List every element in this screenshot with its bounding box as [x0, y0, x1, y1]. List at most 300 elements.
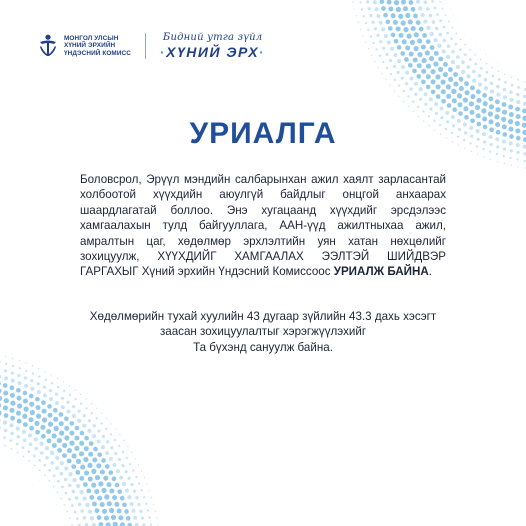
decorative-dot [379, 40, 382, 43]
decorative-dot [126, 516, 131, 521]
decorative-dot [502, 110, 507, 115]
decorative-dot [391, 13, 396, 18]
decorative-dot [403, 27, 408, 32]
decorative-dot [5, 453, 6, 454]
decorative-dot [75, 496, 79, 500]
decorative-dot [122, 502, 127, 507]
decorative-dot [69, 385, 70, 386]
decorative-dot [45, 379, 47, 381]
decorative-dot [401, 76, 404, 79]
decorative-dot [452, 98, 457, 103]
decorative-dot [38, 459, 41, 462]
page-title: УРИАЛГА [189, 117, 337, 150]
decorative-dot [80, 465, 85, 470]
decorative-dot [523, 160, 525, 162]
decorative-dot [475, 45, 476, 46]
decorative-dot [457, 22, 458, 23]
decorative-dot [63, 381, 64, 382]
decorative-dot [443, 26, 446, 29]
decorative-dot [22, 446, 25, 449]
decorative-dot [79, 490, 83, 494]
decorative-dot [110, 433, 112, 435]
decorative-dot [25, 370, 27, 372]
decorative-dot [396, 7, 401, 12]
decorative-dot [398, 14, 403, 19]
decorative-dot [451, 89, 456, 94]
decorative-dot [459, 77, 464, 82]
decorative-dot [436, 84, 441, 89]
decorative-dot [455, 43, 458, 46]
decorative-dot [35, 430, 40, 435]
decorative-dot [106, 418, 107, 419]
decorative-dot [451, 60, 455, 64]
decorative-dot [65, 492, 68, 495]
decorative-dot [71, 504, 74, 507]
decorative-dot [401, 65, 405, 69]
decorative-dot [45, 446, 49, 450]
decorative-dot [436, 13, 439, 16]
decorative-dot [430, 32, 434, 36]
decorative-dot [41, 400, 46, 405]
decorative-dot [409, 76, 413, 80]
decorative-dot [464, 53, 467, 56]
decorative-dot [90, 516, 94, 520]
decorative-dot [71, 490, 75, 494]
decorative-dot [4, 429, 8, 433]
decorative-dot [55, 466, 59, 470]
decorative-dot [57, 378, 58, 379]
decorative-dot [496, 85, 500, 89]
decorative-dot [3, 436, 6, 439]
decorative-dot [456, 65, 460, 69]
decorative-dot [370, 35, 372, 37]
decorative-dot [139, 510, 142, 513]
decorative-dot [17, 381, 21, 385]
decorative-dot [118, 515, 123, 520]
appeal-text: Боловсрол, Эрүүл мэндийн салбарынхан ажил хаялт зарласантай холбоотой хүүхдийн аюулгүй байдлыг онцгой анхаарах шаардлагатай боллоо. Энэ хугацаанд хүүхдийг эрсдэлээс хамгаалахын тулд байгууллага, ААН-үүд ажилтныхаа ажил, амралтын цаг, хөдөлмөр эрхлэлтийн уян хатан нөхцөлийг зохицуулж, ХҮҮХДИЙГ ХАМГААЛАХ ЭЭЛТЭЙ ШИЙДВЭР ГАРГАХЫГ Хүний эрхийн Үндэсний Комиссоос [80, 173, 446, 279]
decorative-dot [53, 417, 58, 422]
decorative-dot [4, 445, 6, 447]
decorative-dot [376, 34, 379, 37]
decorative-dot [416, 0, 420, 4]
decorative-dot [45, 371, 46, 372]
decorative-dot [441, 89, 446, 94]
decorative-dot [376, 14, 380, 18]
decorative-dot [509, 157, 511, 159]
decorative-dot [431, 69, 436, 74]
decorative-dot [92, 502, 97, 507]
decorative-dot [74, 446, 79, 451]
decorative-dot [426, 26, 430, 30]
decorative-dot [412, 101, 414, 103]
decorative-dot [475, 54, 477, 56]
decorative-dot [361, 8, 363, 10]
decorative-dot [83, 414, 86, 417]
decorative-dot [86, 398, 87, 399]
decorative-dot [393, 20, 398, 25]
decorative-dot [74, 398, 76, 400]
decorative-dot [72, 414, 76, 418]
decorative-dot [486, 54, 487, 55]
decorative-dot [72, 453, 77, 458]
decorative-dot [475, 105, 480, 110]
brand-dot-left-icon: · [159, 44, 167, 60]
decorative-dot [401, 20, 406, 25]
decorative-dot [132, 469, 134, 471]
decorative-dot [405, 45, 410, 50]
decorative-dot [28, 417, 33, 422]
decorative-dot [3, 383, 8, 388]
decorative-dot [82, 424, 86, 428]
decorative-dot [53, 408, 58, 413]
decorative-dot [498, 62, 499, 63]
decorative-dot [516, 93, 520, 97]
decorative-dot [446, 94, 451, 99]
decorative-dot [119, 434, 120, 435]
decorative-dot [98, 522, 103, 526]
decorative-dot [91, 483, 96, 488]
decorative-dot [441, 99, 446, 104]
decorative-dot [426, 64, 431, 69]
decorative-dot [417, 52, 422, 57]
decorative-dot [42, 417, 47, 422]
decorative-dot [66, 511, 68, 513]
decorative-dot [112, 476, 117, 481]
decorative-dot [522, 108, 526, 113]
decorative-dot [25, 362, 26, 363]
decorative-dot [30, 379, 33, 382]
decorative-dot [0, 381, 1, 386]
decorative-dot [48, 469, 51, 472]
decorative-dot [39, 469, 41, 471]
decorative-dot [12, 365, 14, 367]
decorative-dot [445, 111, 449, 115]
decorative-dot [447, 2, 448, 3]
decorative-dot [47, 438, 52, 443]
decorative-dot [62, 443, 67, 448]
decorative-dot [453, 15, 454, 16]
decorative-dot [109, 457, 113, 461]
decorative-dot [151, 497, 152, 498]
decorative-dot [17, 452, 19, 454]
decorative-dot [480, 49, 481, 50]
decorative-dot [464, 44, 466, 46]
decorative-dot [375, 48, 377, 50]
decorative-dot [488, 96, 493, 101]
decorative-dot [98, 481, 103, 486]
decorative-dot [42, 409, 47, 414]
decorative-dot [472, 78, 476, 82]
decorative-dot [459, 48, 462, 51]
decorative-dot [87, 463, 92, 468]
decorative-dot [434, 102, 438, 106]
decorative-dot [62, 453, 67, 458]
decorative-dot [94, 489, 99, 494]
decorative-dot [400, 51, 405, 56]
decorative-dot [4, 376, 8, 380]
decorative-dot [111, 515, 116, 520]
decorative-dot [517, 79, 519, 81]
decorative-dot [134, 458, 135, 459]
decorative-dot [59, 431, 64, 436]
decorative-dot [466, 74, 470, 78]
decorative-dot [96, 463, 101, 468]
decorative-dot [23, 438, 27, 442]
decorative-dot [37, 390, 41, 394]
decorative-dot [19, 367, 21, 369]
decorative-dot [448, 21, 450, 23]
decorative-dot [414, 32, 419, 37]
decorative-dot [11, 379, 15, 383]
decorative-dot [498, 70, 500, 72]
decorative-dot [23, 456, 25, 458]
decorative-dot [114, 502, 119, 507]
decorative-dot [66, 409, 70, 413]
decorative-dot [422, 58, 427, 63]
decorative-dot [510, 165, 511, 166]
decorative-dot [55, 393, 58, 396]
decorative-dot [112, 463, 116, 467]
decorative-dot [5, 363, 7, 365]
decorative-dot [125, 470, 128, 473]
decorative-dot [482, 93, 487, 98]
decorative-dot [102, 435, 105, 438]
decorative-dot [373, 0, 377, 4]
decorative-dot [359, 1, 361, 3]
decorative-dot [146, 484, 147, 485]
decorative-dot [419, 27, 424, 32]
decorative-dot [88, 476, 93, 481]
decorative-dot [34, 421, 39, 426]
decorative-dot [3, 405, 8, 410]
decorative-dot [105, 464, 110, 469]
decorative-dot [354, 8, 355, 9]
decorative-dot [481, 108, 486, 113]
decorative-dot [504, 66, 505, 67]
decorative-dot [453, 82, 458, 87]
decorative-dot [426, 39, 431, 44]
decorative-dot [403, 101, 404, 102]
decorative-dot [141, 489, 143, 491]
decorative-dot [83, 516, 87, 520]
decorative-dot [24, 384, 28, 388]
decorative-dot [426, 85, 431, 90]
decorative-dot [480, 67, 483, 70]
decorative-dot [374, 27, 377, 30]
decorative-dot [504, 81, 507, 84]
decorative-dot [11, 448, 13, 450]
decorative-dot [38, 368, 39, 369]
decorative-dot [103, 476, 108, 481]
decorative-dot [486, 71, 489, 74]
decorative-dot [64, 466, 68, 470]
decorative-dot [131, 452, 132, 453]
decorative-dot [100, 422, 102, 424]
decorative-dot [394, 39, 399, 44]
decorative-dot [54, 426, 59, 431]
decorative-dot [97, 452, 102, 457]
decorative-dot [0, 396, 2, 401]
decorative-dot [22, 414, 27, 419]
decorative-dot [480, 58, 482, 60]
decorative-dot [48, 480, 50, 482]
decorative-dot [429, 14, 433, 18]
decorative-dot [110, 423, 111, 424]
decorative-dot [484, 86, 488, 90]
decorative-dot [29, 426, 34, 431]
decorative-dot [123, 440, 124, 441]
decorative-dot [10, 385, 15, 390]
decorative-dot [96, 417, 98, 419]
decorative-dot [421, 79, 426, 84]
decorative-dot [106, 522, 111, 526]
decorative-dot [491, 58, 492, 59]
decorative-dot [417, 38, 422, 43]
decorative-dot [47, 404, 52, 409]
decorative-dot [0, 361, 1, 363]
decorative-dot [461, 70, 465, 74]
decorative-dot [126, 457, 128, 459]
decorative-dot [379, 0, 384, 4]
decorative-dot [381, 27, 385, 31]
decorative-dot [429, 97, 433, 101]
decorative-dot [117, 489, 122, 494]
decorative-dot [106, 482, 111, 487]
decorative-dot [88, 509, 92, 513]
decorative-dot [446, 84, 451, 89]
decorative-dot [124, 509, 129, 514]
decorative-dot [35, 475, 36, 476]
decorative-dot [33, 455, 36, 458]
decorative-dot [503, 95, 507, 99]
decorative-dot [456, 33, 458, 35]
decorative-dot [403, 6, 408, 11]
decorative-dot [85, 503, 89, 507]
decorative-dot [104, 494, 109, 499]
decorative-dot [76, 484, 80, 488]
decorative-dot [419, 98, 422, 101]
decorative-dot [16, 443, 19, 446]
decorative-dot [138, 464, 139, 465]
decorative-dot [416, 20, 421, 25]
decorative-dot [390, 73, 392, 75]
decorative-dot [101, 445, 105, 449]
decorative-dot [105, 428, 107, 430]
decorative-dot [463, 97, 468, 102]
decorative-dot [93, 447, 98, 452]
decorative-dot [127, 446, 128, 447]
decorative-dot [472, 70, 476, 74]
decorative-dot [413, 111, 414, 112]
decorative-dot [372, 42, 374, 44]
decorative-dot [57, 386, 59, 388]
decorative-dot [107, 501, 112, 506]
decorative-dot [127, 495, 131, 499]
decorative-dot [57, 448, 62, 453]
decorative-dot [414, 46, 419, 51]
decorative-dot [71, 524, 73, 526]
decorative-dot [453, 72, 458, 77]
decorative-dot [420, 13, 424, 17]
decorative-dot [431, 0, 434, 3]
decorative-dot [496, 92, 500, 96]
decorative-dot [431, 90, 436, 95]
decorative-dot [86, 488, 91, 493]
decorative-dot [489, 104, 494, 109]
decorative-dot [22, 430, 26, 434]
decorative-dot [57, 438, 62, 443]
decorative-dot [135, 496, 138, 499]
decorative-dot [156, 517, 157, 518]
decorative-dot [438, 67, 443, 72]
decorative-dot [408, 19, 413, 24]
decorative-dot [43, 385, 46, 388]
decorative-dot [55, 456, 59, 460]
decorative-dot [75, 470, 80, 475]
decorative-dot [3, 391, 8, 396]
decorative-dot [9, 408, 14, 413]
decorative-dot [79, 476, 84, 481]
decorative-dot [516, 151, 519, 154]
decorative-dot [509, 90, 513, 94]
decorative-dot [16, 426, 20, 430]
decorative-dot [414, 93, 417, 96]
decorative-dot [407, 95, 409, 97]
decorative-dot [106, 440, 109, 443]
decorative-dot [23, 422, 28, 427]
decorative-dot [69, 421, 74, 426]
decorative-dot [466, 65, 470, 69]
decorative-dot [379, 55, 381, 57]
decorative-dot [84, 446, 89, 451]
decorative-dot [476, 98, 481, 103]
decorative-dot [50, 451, 54, 455]
decorative-dot [398, 84, 400, 86]
decorative-dot [438, 33, 442, 37]
brand-name-wrap [160, 44, 265, 60]
decorative-dot [141, 471, 142, 472]
decorative-dot [441, 79, 446, 84]
decorative-dot [83, 457, 88, 462]
decorative-dot [463, 106, 468, 111]
decorative-dot [69, 441, 74, 446]
decorative-dot [371, 21, 374, 24]
decorative-dot [71, 464, 76, 469]
decorative-dot [67, 448, 72, 453]
decorative-dot [426, 7, 430, 11]
decorative-dot [385, 53, 388, 56]
decorative-dot [29, 470, 30, 471]
decorative-dot [378, 67, 379, 68]
decorative-dot [74, 511, 77, 514]
brand-tagline: Бидний утга зүйл [162, 32, 263, 43]
decorative-dot [122, 482, 126, 486]
decorative-dot [101, 488, 106, 493]
decorative-dot [383, 13, 388, 18]
decorative-dot [149, 490, 150, 491]
decorative-dot [511, 84, 514, 87]
decorative-dot [394, 79, 396, 81]
commission-name [64, 35, 131, 57]
decorative-dot [495, 99, 500, 104]
decorative-dot [109, 488, 114, 493]
decorative-dot [49, 397, 53, 401]
decorative-dot [51, 374, 52, 375]
decorative-dot [504, 74, 506, 76]
decorative-dot [508, 105, 513, 110]
decorative-dot [89, 441, 94, 446]
decorative-dot [69, 394, 71, 396]
